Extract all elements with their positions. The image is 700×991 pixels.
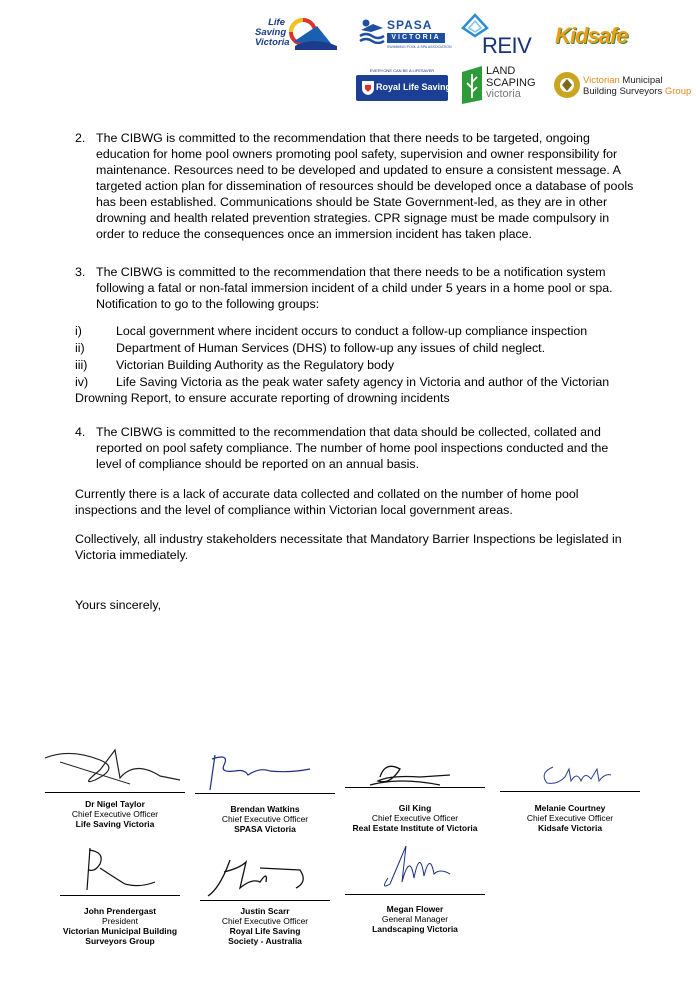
signature-block (495, 755, 645, 835)
item-text: The CIBWG is committed to the recommendation that there needs to be targeted, ongoing education for home pool owners promoting pool safety, supervision and owner responsibility for maintenance. Resources need to be developed and updated to ensure a consistent message. A targeted action plan for dissemination of resources should be developed once a database of pools has been established. Communications should be State Government-led, as they are in other drowning and health related prevention strategies. CPR signage must be made compulsory in order to reduce the consequences once an immersion incident has taken place. (96, 131, 634, 241)
signatory-organisation: Royal Life Saving (229, 926, 301, 936)
signatory-organisation: Kidsafe Victoria (537, 823, 603, 833)
vmbsg-logo (553, 66, 693, 106)
lsv-logo-line: Saving (255, 27, 287, 38)
signature-line (345, 894, 485, 895)
signatory-name: Megan Flower (386, 904, 444, 914)
signatory-details (45, 906, 195, 946)
vmbsg-text-part: Victorian (583, 75, 620, 86)
group-text: Local government where incident occurs to conduct a follow-up compliance inspection (116, 324, 588, 338)
signature-line (500, 791, 640, 792)
lsv-emblem-icon (287, 16, 339, 52)
lsv-logo-line: Victoria (255, 37, 290, 48)
vmbsg-emblem-icon (553, 68, 581, 102)
signature-line (45, 792, 185, 793)
item-number: 2. (75, 131, 86, 145)
signatory-details (190, 906, 340, 946)
closing-salutation: Yours sincerely, (75, 598, 162, 612)
leaf-icon (460, 64, 484, 104)
landscaping-line: LAND (486, 65, 516, 77)
signatory-details (40, 799, 190, 829)
signatory-title: Chief Executive Officer (371, 813, 459, 823)
signature-line (345, 787, 485, 788)
data-paragraph: Currently there is a lack of accurate data collected and collated on the number of home pool inspections and the level of compliance within Victorian local government areas. (75, 487, 579, 517)
handwritten-signature (190, 745, 340, 797)
signatory-name: Dr Nigel Taylor (85, 799, 145, 809)
royal-life-saving-name: Royal Life Saving (376, 82, 452, 92)
roman-numeral: iii) (75, 358, 88, 372)
signatory-organisation: Society - Australia (228, 936, 302, 946)
lsv-logo-line: Life (268, 17, 285, 28)
roman-numeral: iv) (75, 375, 89, 389)
roman-numeral: i) (75, 324, 82, 338)
signature-block (40, 740, 190, 829)
notification-group-item (75, 357, 635, 373)
vmbsg-text-part: Municipal (619, 75, 663, 86)
handwritten-signature (190, 848, 340, 900)
landscaping-line: victoria (486, 88, 521, 100)
signatory-name: Gil King (398, 803, 432, 813)
signature-line (60, 895, 180, 896)
spasa-name: SPASA (387, 18, 433, 32)
handwritten-signature (495, 755, 645, 795)
signatory-title: Chief Executive Officer (221, 916, 309, 926)
signatory-name: Justin Scarr (240, 906, 290, 916)
signatory-name: Melanie Courtney (534, 803, 606, 813)
notification-group-item (75, 374, 635, 406)
spasa-tagline: SWIMMING POOL & SPA ASSOCIATION (387, 45, 452, 49)
signatory-title: President (102, 916, 138, 926)
recommendation-item (75, 424, 635, 472)
vmbsg-text (583, 75, 691, 97)
signatory-organisation: Landscaping Victoria (372, 924, 458, 934)
royal-life-saving-logo (356, 68, 452, 102)
life-saving-victoria-logo (255, 14, 340, 54)
reiv-logo (460, 12, 540, 56)
group-text: Life Saving Victoria as the peak water safety agency in Victoria and author of the Victorian Drowning Report, to ensure accurate reporting of drowning incidents (75, 375, 610, 405)
signatory-organisation: Surveyors Group (85, 936, 155, 946)
item-number: 4. (75, 425, 86, 439)
signature-block (340, 838, 490, 938)
signature-block (340, 755, 490, 835)
recommendation-item (75, 130, 635, 242)
signatory-organisation: Life Saving Victoria (75, 819, 155, 829)
royal-life-saving-badge (356, 75, 452, 101)
landscaping-victoria-logo (460, 62, 545, 106)
kidsafe-name: Kidsafe (555, 23, 628, 48)
signatory-details (340, 904, 490, 934)
signatory-organisation: Victorian Municipal Building (62, 926, 178, 936)
roman-numeral: ii) (75, 341, 85, 355)
signatory-details (190, 804, 340, 834)
signature-line (195, 793, 335, 794)
signatory-organisation: SPASA Victoria (234, 824, 296, 834)
signatory-title: General Manager (381, 914, 449, 924)
swimmer-icon (359, 18, 385, 44)
royal-life-saving-tagline: EVERYONE CAN BE A LIFESAVER (369, 68, 435, 73)
signature-block (45, 838, 195, 948)
reiv-name: REIV (482, 33, 532, 58)
signatory-details (340, 803, 490, 833)
group-text: Victorian Building Authority as the Regulatory body (116, 358, 395, 372)
signatory-details (495, 803, 645, 833)
item-text: The CIBWG is committed to the recommendation that data should be collected, collated and reported on pool safety compliance. The number of home pool inspections conducted and the level of compliance should be reported on an annual basis. (96, 425, 609, 471)
handwritten-signature (45, 838, 195, 896)
signature-line (200, 900, 330, 901)
signatory-title: Chief Executive Officer (221, 814, 309, 824)
signature-block (190, 745, 340, 835)
recommendation-item (75, 264, 635, 312)
item-text: The CIBWG is committed to the recommendation that there needs to be a notification system following a fatal or non-fatal immersion incident of a child under 5 years in a home pool or spa. Notification to go to the following groups: (96, 265, 613, 311)
spasa-victoria-logo (357, 14, 452, 56)
signatory-title: Chief Executive Officer (71, 809, 159, 819)
group-text: Department of Human Services (DHS) to follow-up any issues of child neglect. (116, 341, 546, 355)
crest-icon (361, 80, 375, 96)
handwritten-signature (340, 838, 490, 896)
handwritten-signature (40, 740, 190, 792)
landscaping-text (486, 66, 536, 101)
signatory-name: Brendan Watkins (230, 804, 300, 814)
signatory-organisation: Real Estate Institute of Victoria (352, 823, 478, 833)
notification-group-item (75, 340, 635, 356)
landscaping-line: SCAPING (486, 76, 536, 89)
signatory-title: Chief Executive Officer (526, 813, 614, 823)
signature-block (190, 848, 340, 948)
spasa-state: VICTORIA (387, 33, 445, 43)
item-number: 3. (75, 265, 86, 279)
lsv-logo-text (255, 17, 290, 48)
kidsafe-logo (555, 17, 645, 53)
signatory-name: John Prendergast (83, 906, 157, 916)
conclusion-paragraph: Collectively, all industry stakeholders necessitate that Mandatory Barrier Inspections be legislated in Victoria immediately. (75, 532, 622, 562)
handwritten-signature (340, 755, 490, 801)
vmbsg-text-part: Building Surveyors (583, 86, 665, 97)
vmbsg-text-part: Group (664, 86, 692, 97)
notification-group-item (75, 323, 635, 339)
